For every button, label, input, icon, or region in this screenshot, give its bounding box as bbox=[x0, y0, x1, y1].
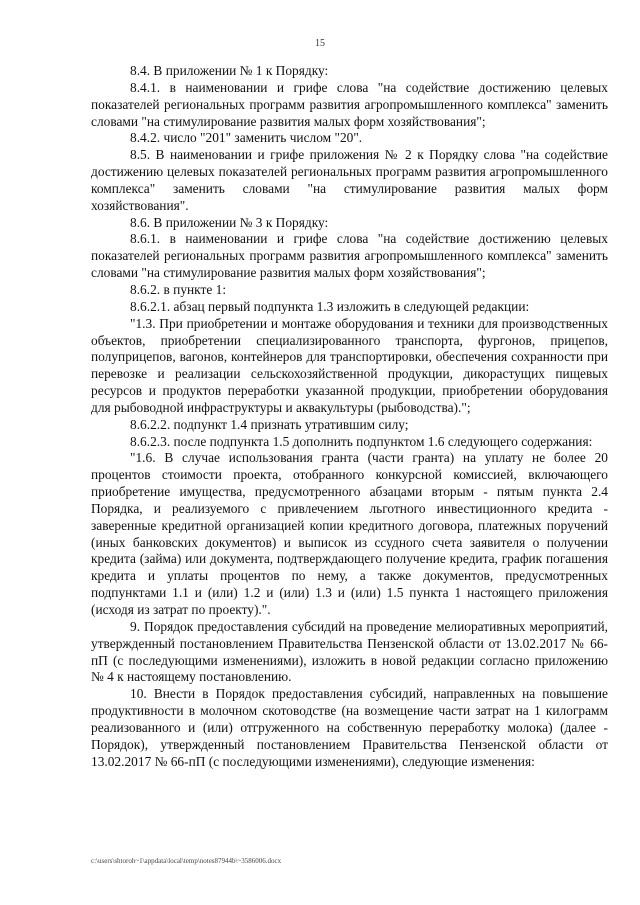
paragraph-8-4: 8.4. В приложении № 1 к Порядку: bbox=[130, 63, 329, 78]
quote-1-3: "1.3. При приобретении и монтаже оборудования и техники для производственных объектов, приобретении специализированного транспорта, фургонов, прицепов, полуприцепов, вагонов, контейнеров для транспортировки, обеспечения сохранности при перевозке и реализации сельскохозяйственной продукции, дикорастущих пищевых ресурсов и продуктов переработки указанной продукции, приобретении оборудования для рыбоводной инфраструктуры и аквакультуры (рыбоводства)."; bbox=[91, 315, 608, 415]
paragraph-9: 9. Порядок предоставления субсидий на проведение мелиоративных мероприятий, утвержденный постановлением Правительства Пензенской области от 13.02.2017 № 66-пП (с последующими изменениями), изложить в новой редакции согласно приложению № 4 к настоящему постановлению. bbox=[91, 618, 608, 685]
page-number: 15 bbox=[315, 38, 325, 49]
file-path-footer: c:\users\shtoroh~1\appdata\local\temp\notes87944b\~3586006.docx bbox=[91, 857, 282, 865]
paragraph-10: 10. Внести в Порядок предоставления субсидий, направленных на повышение продуктивности в молочном скотоводстве (на возмещение части затрат на 1 килограмм реализованного и (или) отгруженного на собственную переработку молока) (далее - Порядок), утвержденный постановлением Правительства Пензенской области от 13.02.2017 № 66-пП (с последующими изменениями), следующие изменения: bbox=[91, 686, 608, 769]
paragraph-8-6-2-2: 8.6.2.2. подпункт 1.4 признать утратившим силу; bbox=[130, 416, 409, 432]
paragraph-8-4-1: 8.4.1. в наименовании и грифе слова "на содействие достижению целевых показателей региональных программ развития агропромышленного комплекса" заменить словами "на стимулирование развития малых форм хозяйствования"; bbox=[91, 79, 608, 129]
document-body bbox=[91, 63, 608, 770]
paragraph-8-6-2: 8.6.2. в пункте 1: bbox=[130, 281, 227, 297]
paragraph-8-6: 8.6. В приложении № 3 к Порядку: bbox=[130, 214, 329, 230]
paragraph-8-6-1: 8.6.1. в наименовании и грифе слова "на содействие достижению целевых показателей региональных программ развития агропромышленного комплекса" заменить словами "на стимулирование развития малых форм хозяйствования"; bbox=[91, 231, 608, 281]
paragraph-8-6-2-1: 8.6.2.1. абзац первый подпункта 1.3 изложить в следующей редакции: bbox=[130, 298, 530, 314]
paragraph-8-5: 8.5. В наименовании и грифе приложения № 2 к Порядку слова "на содействие достижению целевых показателей региональных программ развития агропромышленного комплекса" заменить словами "на стимулирование развития малых форм хозяйствования". bbox=[91, 147, 608, 213]
paragraph-8-6-2-3: 8.6.2.3. после подпункта 1.5 дополнить подпунктом 1.6 следующего содержания: bbox=[130, 433, 593, 449]
paragraph-8-4-2: 8.4.2. число "201" заменить числом "20". bbox=[130, 130, 363, 146]
quote-1-6: "1.6. В случае использования гранта (части гранта) на уплату не более 20 процентов стоимости проекта, отобранного конкурсной комиссией, включающего приобретение имущества, предусмотренного абзацами вторым - пятым пункта 2.4 Порядка, и реализуемого с привлечением льготного инвестиционного кредита - заверенные кредитной организацией копии кредитного договора, платежных поручений (иных банковских документов) и выписок из ссудного счета заявителя о получении кредита (займа) или документа, подтверждающего получение кредита, график погашения кредита и уплаты процентов по нему, а также документов, предусмотренных подпунктами 1.1 и (или) 1.2 и (или) 1.3 и (или) 1.5 пункта 1 настоящего приложения (исходя из затрат по проекту).". bbox=[91, 450, 608, 617]
